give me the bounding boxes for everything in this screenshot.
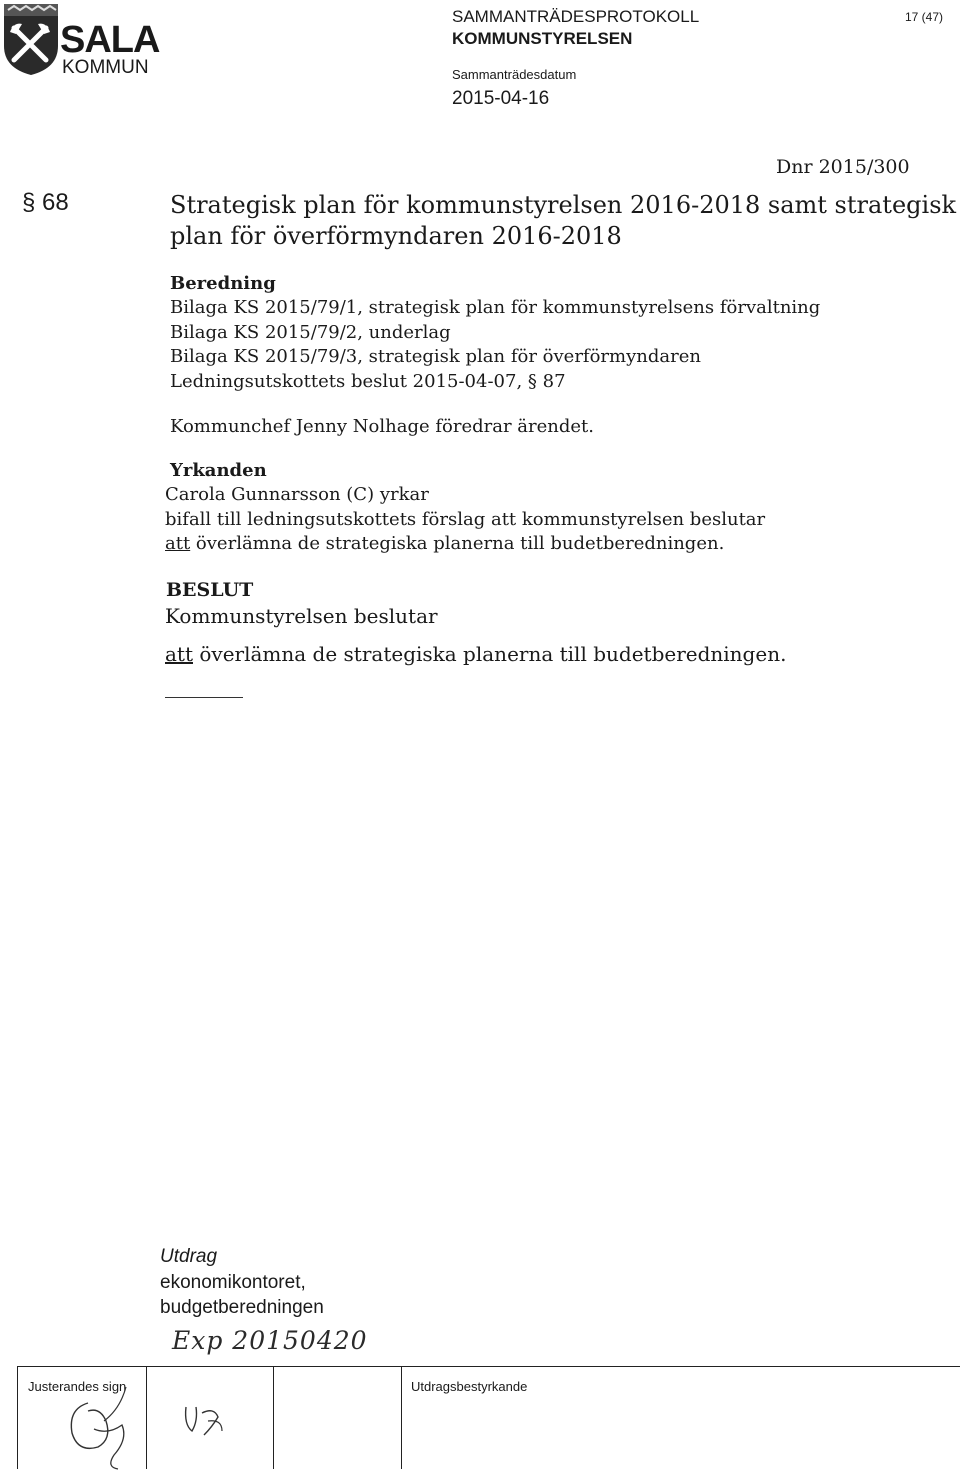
justerandes-sign-label: Justerandes sign [28,1379,127,1394]
yrkanden-att-rest: överlämna de strategiska planerna till budetberedningen. [190,533,725,554]
paragraph-number: § 68 [22,189,69,216]
beslut-att-rest: överlämna de strategiska planerna till budetberedningen. [193,642,787,666]
att-keyword: att [165,642,193,666]
beredning-line: Ledningsutskottets beslut 2015-04-07, § 87 [170,370,566,392]
case-title-line1: Strategisk plan för kommunstyrelsen 2016-2018 samt strategisk [170,191,957,219]
presenter-note: Kommunchef Jenny Nolhage föredrar ärendet. [170,416,594,437]
doc-type: SAMMANTRÄDESPROTOKOLL [452,7,700,26]
signature-cell [273,1367,402,1469]
att-keyword: att [165,533,191,554]
date-label: Sammanträdesdatum [452,67,577,82]
handwritten-initials-icon [178,1391,238,1451]
utdragsbestyrkande-label: Utdragsbestyrkande [411,1379,528,1394]
yrkanden-heading: Yrkanden [170,460,267,481]
utdrag-recipient: ekonomikontoret, [160,1272,306,1293]
yrkanden-line: bifall till ledningsutskottets förslag att kommunstyrelsen beslutar [165,508,766,530]
beredning-line: Bilaga KS 2015/79/3, strategisk plan för överförmyndaren [170,346,701,367]
beslut-heading: BESLUT [166,579,254,601]
utdrag-label: Utdrag [160,1246,218,1267]
yrkanden-text [165,483,765,557]
utdrag-recipient: budgetberedningen [160,1297,324,1318]
beredning-heading: Beredning [170,273,276,294]
expedition-stamp: Exp 20150420 [172,1326,368,1355]
beslut-line2 [165,642,786,666]
beredning-list [170,296,820,394]
logo-sub: KOMMUN [62,57,149,78]
case-title-line2: plan för överförmyndaren 2016-2018 [170,222,622,250]
page-number: 17 (47) [905,10,944,24]
yrkanden-line: Carola Gunnarsson (C) yrkar [165,484,429,505]
sala-kommun-logo-icon [2,2,60,76]
logo-name: SALA [60,19,160,61]
beredning-line: Bilaga KS 2015/79/2, underlag [170,321,451,343]
meeting-date: 2015-04-16 [452,88,550,109]
signature-table [17,1366,960,1469]
issuing-body: KOMMUNSTYRELSEN [452,29,633,48]
beslut-line1: Kommunstyrelsen beslutar [165,604,438,628]
beredning-line: Bilaga KS 2015/79/1, strategisk plan för kommunstyrelsens förvaltning [170,297,821,318]
handwritten-signature-icon [48,1381,148,1471]
section-divider [165,697,243,698]
case-number: Dnr 2015/300 [776,156,910,178]
yrkanden-line [165,532,765,557]
